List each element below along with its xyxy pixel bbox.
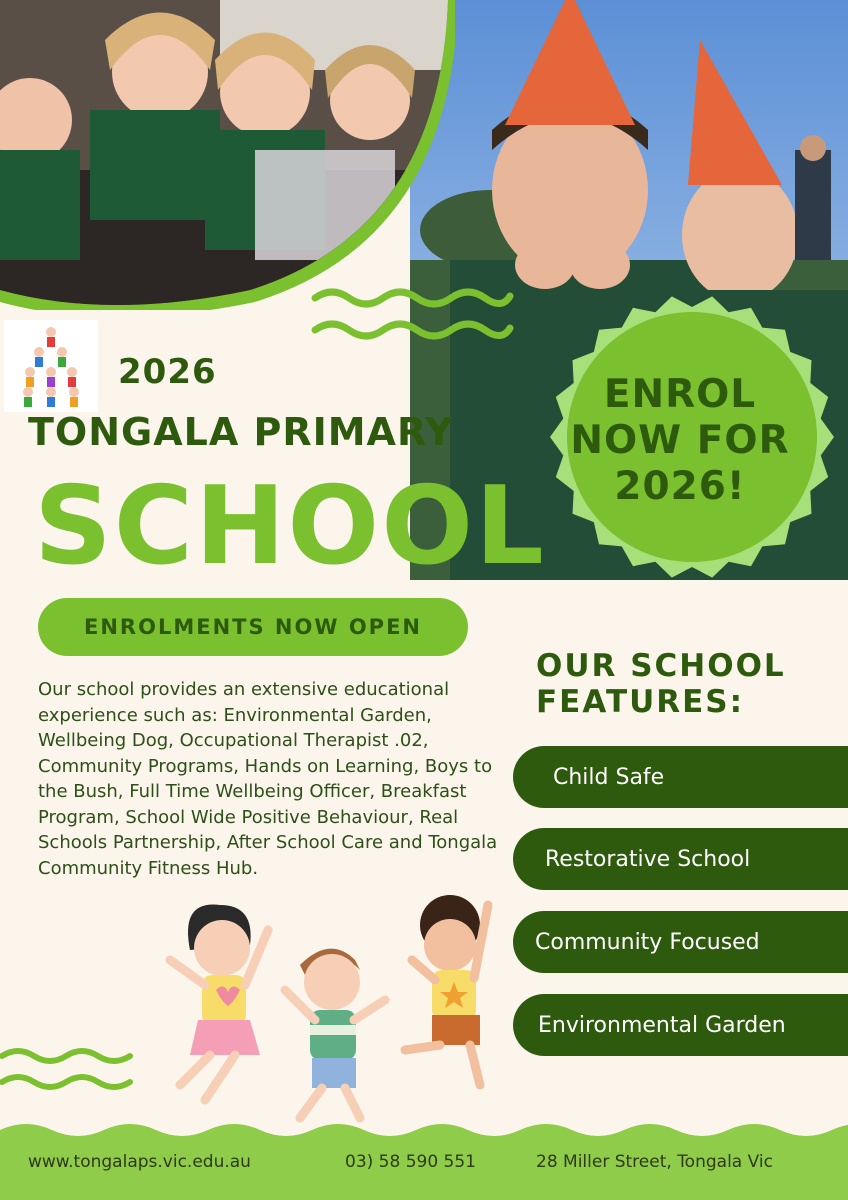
photo-girls (0, 0, 455, 310)
wave-decoration-top (310, 284, 515, 348)
enrol-badge-text (560, 372, 800, 510)
feature-community-focused: Community Focused (513, 911, 848, 973)
features-heading-line-2: FEATURES: (536, 684, 745, 720)
feature-child-safe: Child Safe (513, 746, 848, 808)
enrolment-year: 2026 (118, 352, 217, 392)
feature-environmental-garden: Environmental Garden (513, 994, 848, 1056)
school-logo (4, 320, 98, 412)
cartoon-kids-illustration (150, 890, 510, 1130)
footer-address: 28 Miller Street, Tongala Vic (536, 1152, 773, 1172)
enrolments-open-banner: ENROLMENTS NOW OPEN (38, 598, 468, 656)
school-name: TONGALA PRIMARY (28, 410, 454, 454)
badge-line-2: NOW FOR (570, 418, 790, 463)
badge-line-1: ENROL (603, 372, 757, 417)
footer-phone[interactable]: 03) 58 590 551 (345, 1152, 477, 1172)
wave-decoration-bottom (0, 1044, 140, 1094)
school-word: SCHOOL (34, 464, 546, 589)
intro-paragraph: Our school provides an extensive educational experience such as: Environmental Garden, Wellbeing Dog, Occupational Therapist .02, Community Programs, Hands on Learning, Boys to the Bush, Full Time Wellbeing Officer, Breakfast Program, School Wide Positive Behaviour, Real Schools Partnership, After School Care and Tongala Community Fitness Hub. (38, 679, 498, 879)
features-heading-line-1: OUR SCHOOL (536, 648, 786, 684)
footer-website[interactable]: www.tongalaps.vic.edu.au (28, 1152, 251, 1172)
features-heading (536, 648, 786, 720)
badge-line-3: 2026! (614, 464, 746, 509)
feature-restorative-school: Restorative School (513, 828, 848, 890)
